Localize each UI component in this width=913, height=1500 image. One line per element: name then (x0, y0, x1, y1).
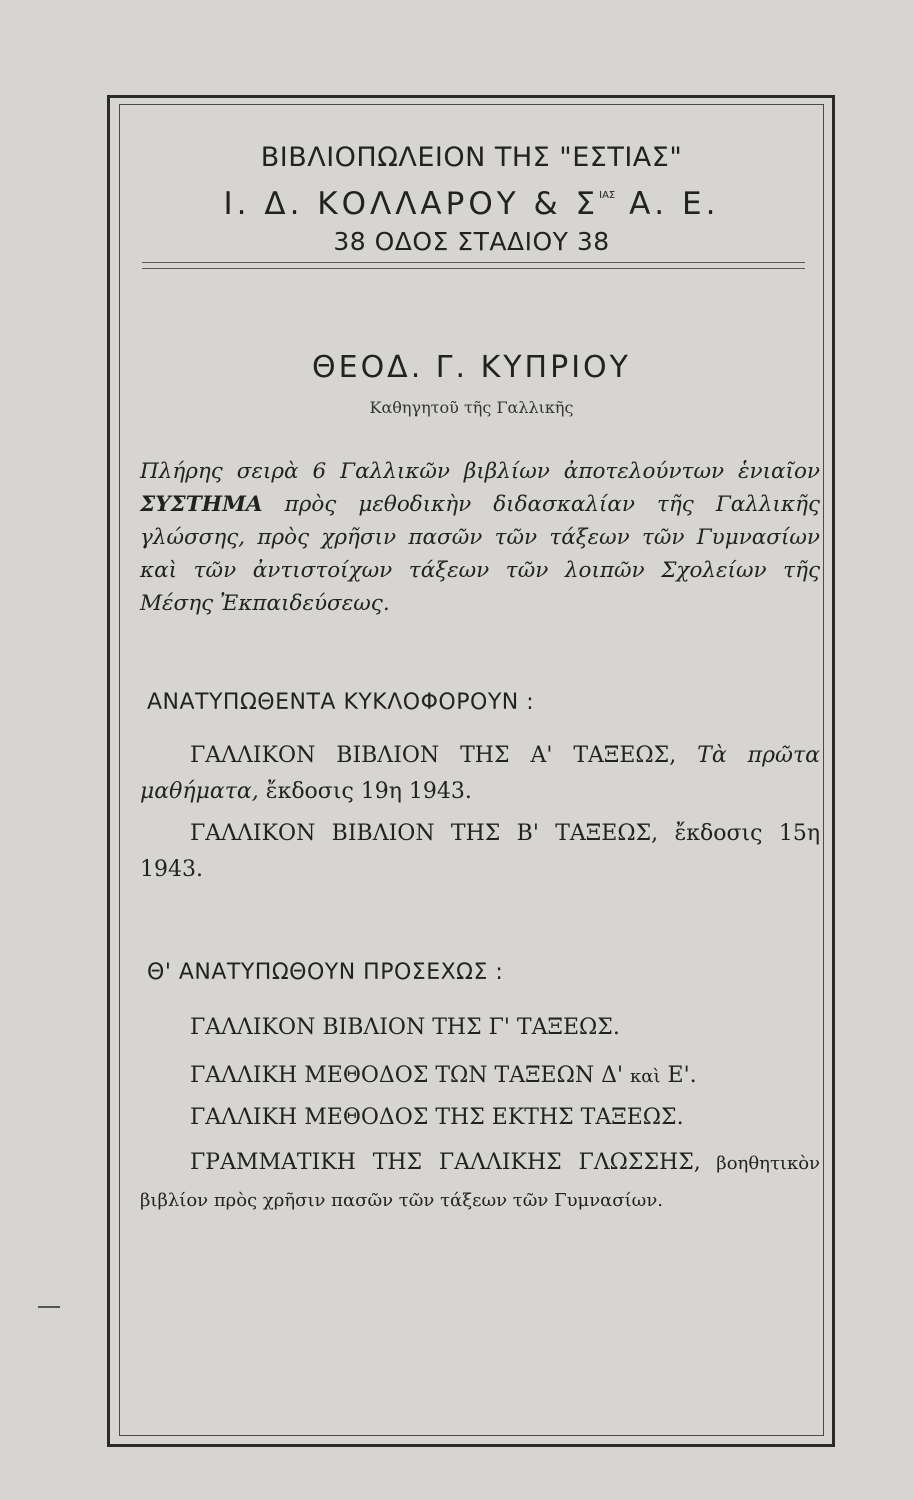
book-entry-method-sixth (140, 1100, 820, 1136)
section-heading-published: ΑΝΑΤΥΠΩΘΕΝΤΑ ΚΥΚΛΟΦΟΡΟΥΝ : (147, 690, 535, 715)
section-heading-forthcoming: Θ' ΑΝΑΤΥΠΩΘΟΥΝ ΠΡΟΣΕΧΩΣ : (147, 960, 504, 985)
intro-emphasis: ΣΥΣΤΗΜΑ (140, 492, 263, 517)
book-entry-description: βοηθητικὸν βιβλίον πρὸς χρῆσιν πασῶν τῶν τάξεων τῶν Γυμνασίων. (140, 1153, 820, 1211)
publisher-name (119, 176, 824, 224)
author-name: ΘΕΟΔ. Γ. ΚΥΠΡΙΟΥ (312, 350, 631, 385)
divider-rule-bottom (142, 268, 805, 269)
bookshop-name: ΒΙΒΛΙΟΠΩΛΕΙΟΝ ΤΗΣ "ΕΣΤΙΑΣ" (260, 142, 683, 173)
book-entry-class-a (140, 738, 820, 810)
margin-mark (38, 1306, 60, 1308)
publisher-name-superscript: ΙΑΣ (599, 190, 616, 201)
book-entry-grammar (140, 1145, 820, 1219)
book-entry-edition: ἔκδοσις 19η 1943. (258, 779, 472, 804)
book-entry-main: ΓΑΛΛΙΚΟΝ ΒΙΒΛΙΟΝ ΤΗΣ Α' ΤΑΞΕΩΣ, (190, 743, 698, 768)
publisher-name-main: Ι. Δ. ΚΟΛΛΑΡΟΥ & Σ (223, 186, 600, 222)
book-entry-conjunction: καὶ (630, 1066, 661, 1087)
publisher-name-end: Α. Ε. (615, 186, 720, 222)
book-entry-class-c (140, 1010, 820, 1046)
publisher-address: 38 ΟΔΟΣ ΣΤΑΔΙΟΥ 38 (333, 227, 610, 256)
book-entry-tail: Ε'. (660, 1063, 697, 1088)
divider-rule-top (142, 262, 805, 263)
book-entry-method-d-e (140, 1058, 820, 1095)
book-entry-main: ΓΑΛΛΙΚΗ ΜΕΘΟΔΟΣ ΤΩΝ ΤΑΞΕΩΝ Δ' (190, 1063, 631, 1088)
book-entry-main: ΓΑΛΛΙΚΗ ΜΕΘΟΔΟΣ ΤΗΣ ΕΚΤΗΣ ΤΑΞΕΩΣ. (190, 1105, 684, 1130)
intro-text-2: πρὸς μεθοδικὴν διδασκαλίαν τῆς Γαλλικῆς γλώσσης, πρὸς χρῆσιν πασῶν τῶν τάξεων τῶν Γυμνασίων καὶ τῶν ἀντιστοίχων τάξεων τῶν λοιπῶν Σχολείων τῆς Μέσης Ἐκπαιδεύσεως. (140, 492, 820, 616)
book-entry-subtitle: Τὰ πρῶτα μαθήματα, (140, 743, 820, 804)
book-entry-main: ΓΑΛΛΙΚΟΝ ΒΙΒΛΙΟΝ ΤΗΣ Β' ΤΑΞΕΩΣ, (190, 821, 675, 846)
author-title: Καθηγητοῦ τῆς Γαλλικῆς (369, 398, 574, 417)
book-entry-main: ΓΡΑΜΜΑΤΙΚΗ ΤΗΣ ΓΑΛΛΙΚΗΣ ΓΛΩΣΣΗΣ, (190, 1150, 701, 1175)
book-entry-class-b (140, 816, 820, 888)
publisher-header (119, 140, 824, 260)
intro-paragraph (140, 455, 820, 620)
intro-text-1: Πλήρης σειρὰ 6 Γαλλικῶν βιβλίων ἀποτελούντων ἑνιαῖον (140, 459, 820, 484)
book-entry-main: ΓΑΛΛΙΚΟΝ ΒΙΒΛΙΟΝ ΤΗΣ Γ' ΤΑΞΕΩΣ. (190, 1015, 620, 1040)
book-entry-edition: ἔκδοσις 15η 1943. (140, 821, 820, 882)
